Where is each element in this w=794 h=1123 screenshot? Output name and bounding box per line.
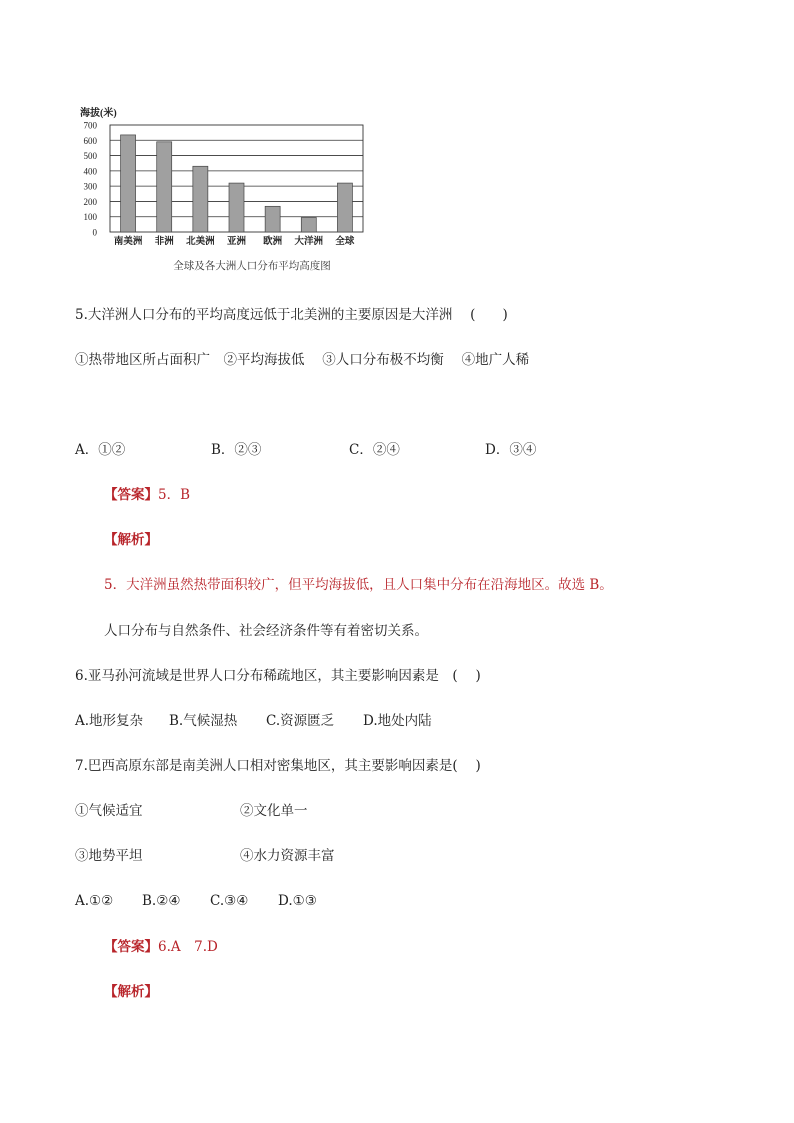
q7-stem: 7.巴西高原东部是南美洲人口相对密集地区，其主要影响因素是( ) xyxy=(75,758,481,774)
q6-stem: 6.亚马孙河流域是世界人口分布稀疏地区，其主要影响因素是 ( ) xyxy=(75,668,481,684)
population-altitude-chart xyxy=(76,104,376,279)
bar-2 xyxy=(193,166,208,232)
q7-analysis-label: 【解析】 xyxy=(104,984,158,1000)
q7-item-2: ②文化单一 xyxy=(240,803,308,819)
q7-option-d[interactable]: D.①③ xyxy=(278,893,317,909)
q5-analysis-text: 5．大洋洲虽然热带面积较广，但平均海拔低，且人口集中分布在沿海地区。故选 B。 xyxy=(104,577,613,593)
y-tick-label: 700 xyxy=(83,120,97,131)
x-tick-label: 亚洲 xyxy=(226,237,247,247)
bar-5 xyxy=(301,217,316,232)
q5-analysis-label: 【解析】 xyxy=(104,532,158,548)
q6-option-a[interactable]: A.地形复杂 xyxy=(75,713,144,729)
bar-4 xyxy=(265,206,280,232)
chart-caption: 全球及各大洲人口分布平均高度图 xyxy=(173,261,331,272)
y-tick-label: 300 xyxy=(83,181,97,192)
q6-option-d[interactable]: D.地处内陆 xyxy=(363,713,432,729)
q5-option-d[interactable]: D．③④ xyxy=(485,442,537,458)
answer-value: 5．B xyxy=(158,487,191,503)
x-tick-label: 非洲 xyxy=(154,237,174,247)
y-axis-label: 海拔(米) xyxy=(80,108,117,119)
bar-1 xyxy=(157,142,172,232)
bar-6 xyxy=(337,183,352,232)
y-tick-label: 0 xyxy=(92,227,97,238)
x-tick-label: 欧洲 xyxy=(263,237,283,247)
q5-option-c[interactable]: C．②④ xyxy=(349,442,400,458)
q7-item-3: ③地势平坦 xyxy=(75,848,143,864)
q7-item-1: ①气候适宜 xyxy=(75,803,143,819)
q7-option-b[interactable]: B.②④ xyxy=(142,893,181,909)
q5-note: 人口分布与自然条件、社会经济条件等有着密切关系。 xyxy=(104,623,428,639)
y-tick-label: 200 xyxy=(83,196,97,207)
y-tick-label: 100 xyxy=(83,212,97,223)
x-tick-label: 全球 xyxy=(335,237,355,247)
q6-option-c[interactable]: C.资源匮乏 xyxy=(266,713,335,729)
q5-option-b[interactable]: B．②③ xyxy=(211,442,262,458)
x-tick-labels xyxy=(114,235,355,247)
answer-value: 6.A 7.D xyxy=(158,939,218,955)
y-tick-label: 600 xyxy=(83,135,97,146)
x-tick-label: 大洋洲 xyxy=(294,237,324,247)
q7-answer xyxy=(104,938,218,956)
bar-3 xyxy=(229,183,244,232)
q6-option-b[interactable]: B.气候湿热 xyxy=(169,713,238,729)
q5-option-a[interactable]: A．①② xyxy=(75,442,126,458)
y-tick-label: 500 xyxy=(83,151,97,162)
q7-option-a[interactable]: A.①② xyxy=(75,893,114,909)
q7-option-c[interactable]: C.③④ xyxy=(210,893,249,909)
y-tick-labels xyxy=(84,121,98,238)
q5-answer xyxy=(104,486,190,504)
answer-label: 【答案】 xyxy=(104,939,158,955)
answer-label: 【答案】 xyxy=(104,487,158,503)
q5-stem: 5.大洋洲人口分布的平均高度远低于北美洲的主要原因是大洋洲 ( ) xyxy=(75,307,508,323)
y-tick-label: 400 xyxy=(83,166,97,177)
x-tick-label: 北美洲 xyxy=(186,237,215,247)
q7-item-4: ④水力资源丰富 xyxy=(240,848,335,864)
bar-0 xyxy=(121,135,136,232)
x-tick-label: 南美洲 xyxy=(113,237,143,247)
q5-items: ①热带地区所占面积广 ②平均海拔低 ③人口分布极不均衡 ④地广人稀 xyxy=(75,352,530,368)
chart-bars xyxy=(121,135,353,232)
